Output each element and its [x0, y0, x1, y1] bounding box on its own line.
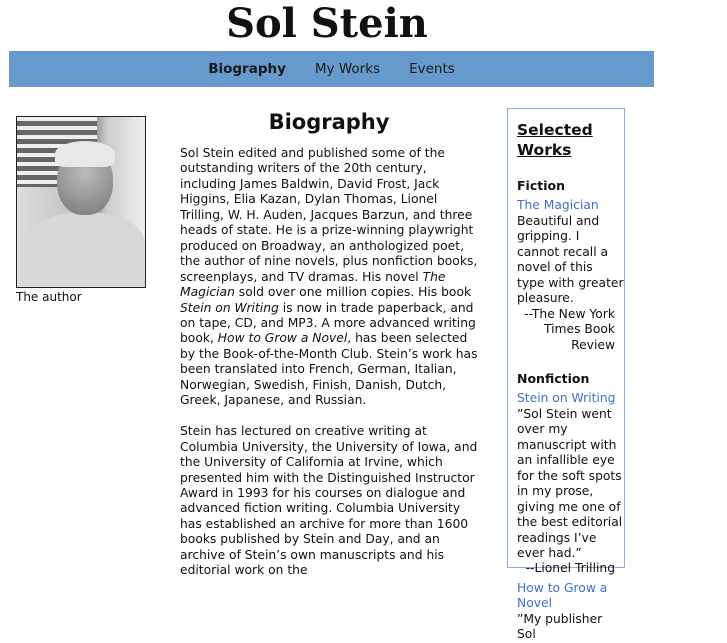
page-heading: Biography: [268, 110, 390, 134]
link-the-magician[interactable]: The Magician: [517, 198, 599, 213]
author-photo: [16, 116, 146, 288]
nonfiction-quote-1: ”Sol Stein went over my manuscript with an infallible eye for the soft spots in my prose, giving me one of the best editorial readings I’ve ever had.”: [517, 406, 623, 560]
biography-text: [180, 146, 484, 594]
bio-paragraph-1: Sol Stein edited and published some of the outstanding writers of the 20th century, including James Baldwin, David Frost, Jack Higgins, Elia Kazan, Dylan Thomas, Lionel Trilling, W. H. Auden, Jacques Barzun, and three heads of state. He is a prize-winning playwright produced on Broadway, an anthologized poet, the author of nine novels, plus nonfiction books, screenplays, and TV dramas. His novel The Magician sold over one million copies. His book Stein on Writing is now in trade paperback, and on tape, CD, and MP3. A more advanced writing book, How to Grow a Novel, has been selected by the Book-of-the-Month Club. Stein’s work has been translated into French, German, Italian, Norwegian, Swedish, Finish, Danish, Dutch, Greek, Japanese, and Russian.: [180, 146, 478, 408]
main-nav: [9, 51, 654, 87]
fiction-attribution: --The New York Times Book Review: [524, 306, 615, 352]
nav-my-works[interactable]: My Works: [314, 61, 381, 77]
nonfiction-quote-2: ”My publisher Sol: [517, 611, 603, 642]
bio-paragraph-2: Stein has lectured on creative writing at Columbia University, the University of Iowa, and the University of California at Irvine, which presented him with the Distinguished Instructor Award in 1993 for his courses on dialogue and advanced fiction writing. Columbia University has established an archive for more than 1600 books published by Stein and Day, and an archive of Stein’s own manuscripts and his editorial work on the: [180, 424, 478, 578]
fiction-quote: Beautiful and gripping. I cannot recall a novel of this type with greater pleasure.: [517, 213, 624, 306]
photo-caption: The author: [16, 290, 82, 304]
nonfiction-attribution-1: --Lionel Trilling: [525, 561, 615, 576]
link-stein-on-writing[interactable]: Stein on Writing: [517, 391, 616, 406]
nonfiction-heading: Nonfiction: [517, 370, 590, 386]
fiction-heading: Fiction: [517, 178, 565, 193]
sidebar-heading: Selected Works: [517, 121, 593, 159]
selected-works-sidebar: [507, 108, 625, 642]
nav-biography[interactable]: Biography: [208, 61, 286, 77]
link-how-to-grow-a-novel[interactable]: How to Grow a Novel: [517, 580, 608, 611]
site-title: Sol Stein: [226, 0, 428, 47]
nav-events[interactable]: Events: [409, 61, 455, 77]
